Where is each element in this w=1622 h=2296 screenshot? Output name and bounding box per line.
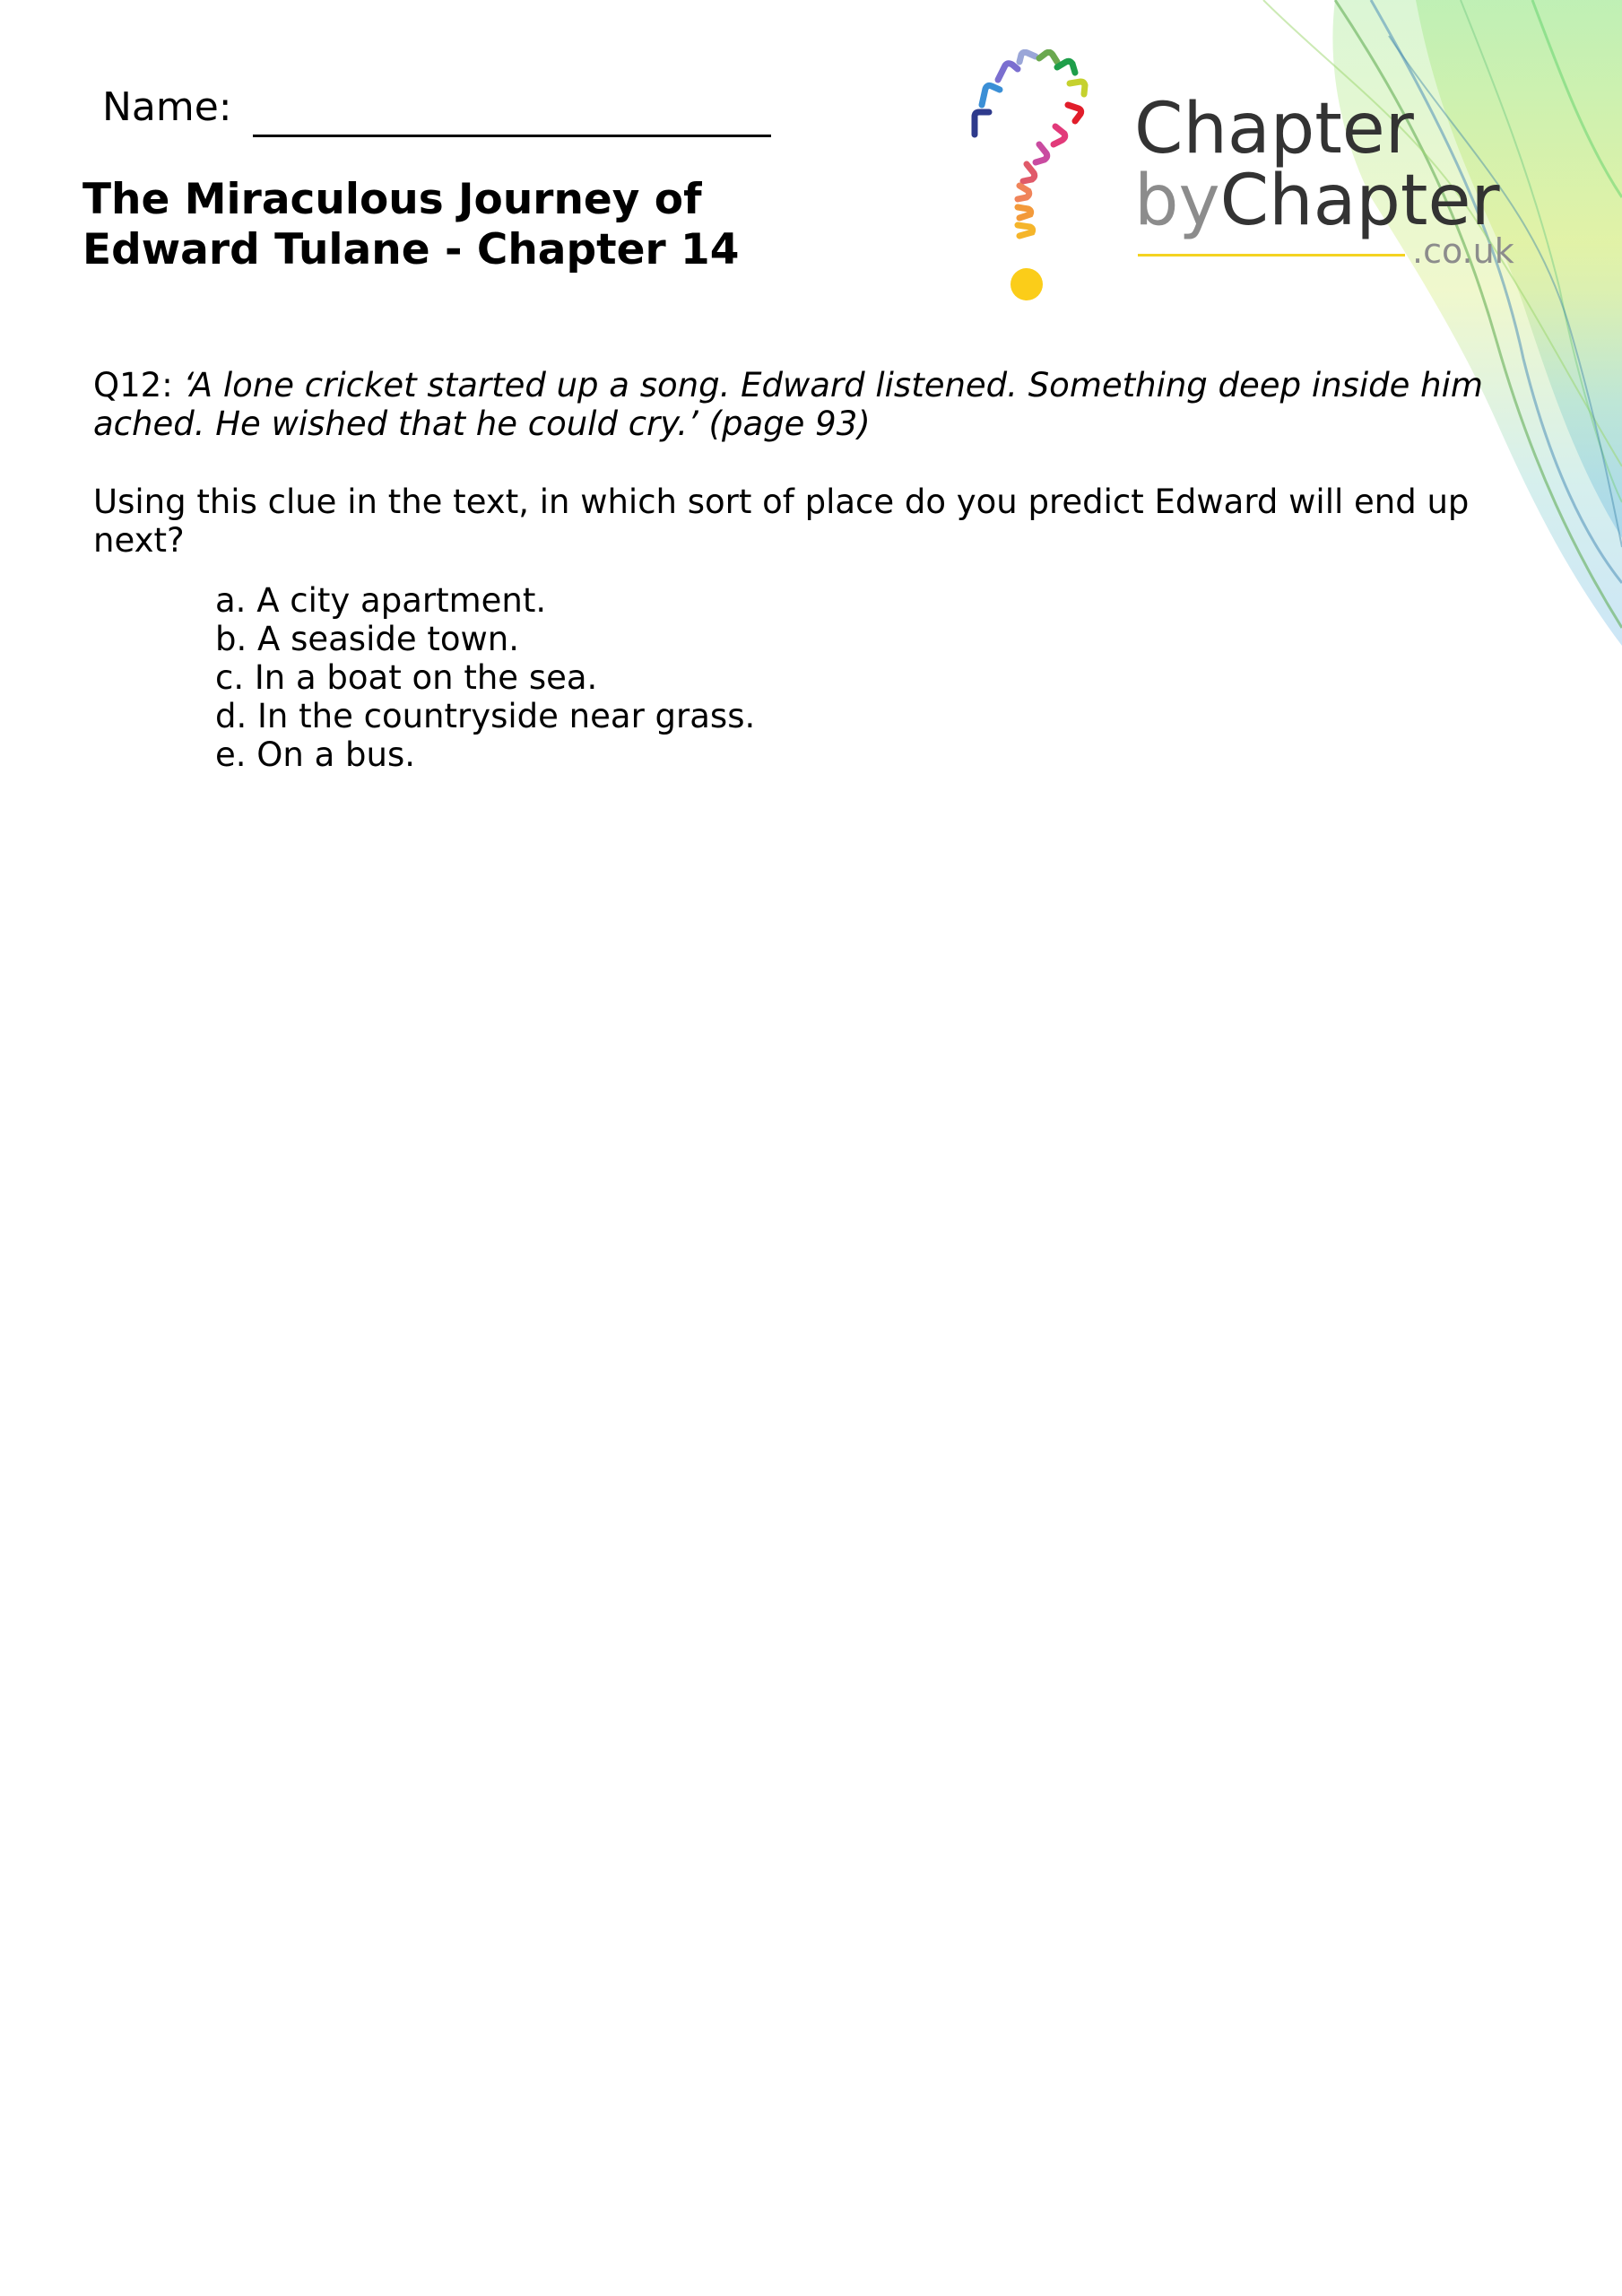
logo-underline — [1138, 254, 1405, 257]
page-title-line-2: Edward Tulane - Chapter 14 — [82, 225, 740, 274]
question-mark-books-icon — [964, 49, 1116, 309]
logo-text-by-chapter — [1134, 161, 1500, 241]
name-answer-line[interactable] — [253, 135, 771, 137]
logo-text-chapter: Chapter — [1134, 89, 1414, 170]
answer-option-e[interactable]: e. On a bus. — [215, 735, 416, 774]
logo-text-by: by — [1134, 161, 1220, 241]
logo-text-domain: .co.uk — [1412, 231, 1514, 271]
question-text — [93, 366, 1492, 443]
question-quote: ‘A lone cricket started up a song. Edward listened. Something deep inside him ached. He wished that he could cry.’ (page 93) — [93, 366, 1483, 443]
answer-option-c[interactable]: c. In a boat on the sea. — [215, 658, 598, 697]
page-title-line-1: The Miraculous Journey of — [82, 175, 702, 224]
name-label: Name: — [102, 84, 232, 130]
answer-options — [215, 581, 755, 774]
page-title — [82, 175, 739, 275]
answer-option-d[interactable]: d. In the countryside near grass. — [215, 697, 756, 735]
question-number: Q12: — [93, 366, 173, 404]
chapter-by-chapter-logo — [964, 49, 1538, 318]
question-prompt: Using this clue in the text, in which sort of place do you predict Edward will end up next? — [93, 483, 1470, 560]
answer-option-a[interactable]: a. A city apartment. — [215, 581, 547, 620]
answer-option-b[interactable]: b. A seaside town. — [215, 620, 519, 658]
logo-text-chapter-2: Chapter — [1219, 161, 1500, 241]
